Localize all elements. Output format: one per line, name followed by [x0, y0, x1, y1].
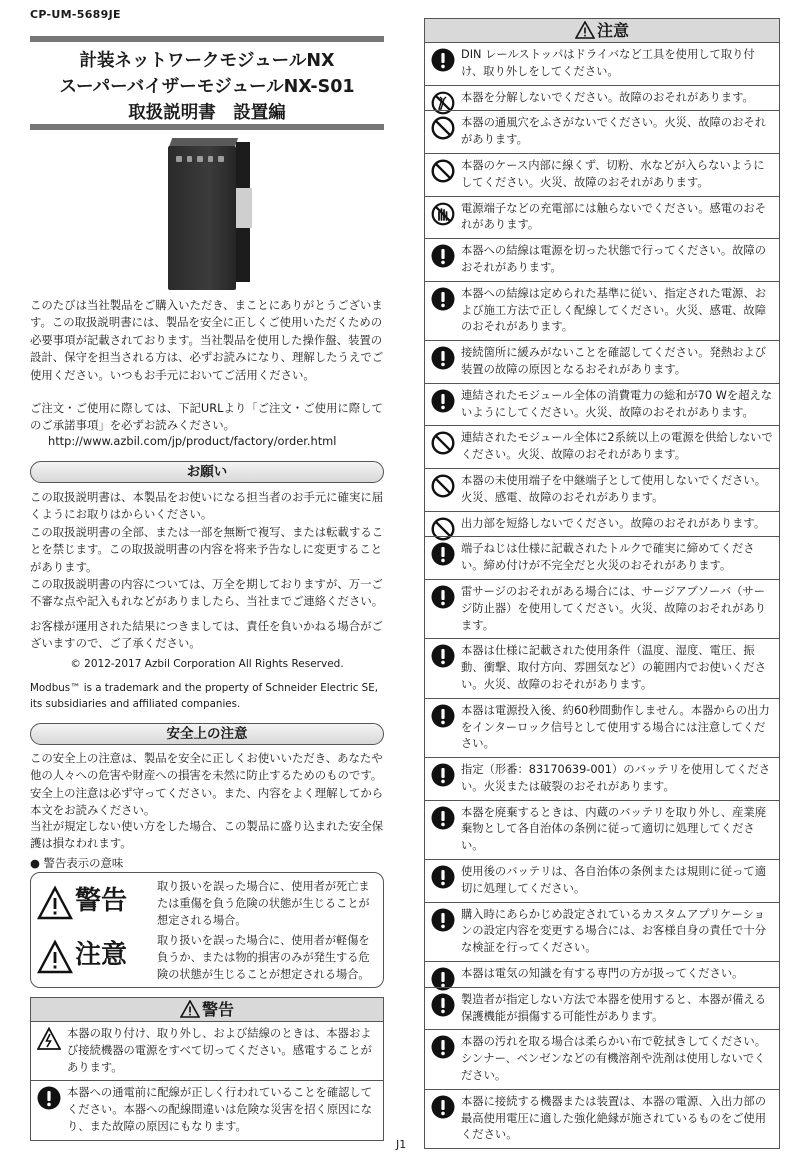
- intro-thanks: このたびは当社製品をご購入いただき、まことにありがとうございます。この取扱説明書には、製品を安全に正しくご使用いただくための必要事項が記載されております。当社製品を使用した操作盤、装置の設計、保守を担当される方は、必ずお読みになり、理解したうえでご使用ください。いつもお手元においてご活用ください。: [30, 298, 384, 382]
- safety-heading: 安全上の注意: [30, 723, 384, 745]
- signal-word-legend: [30, 872, 384, 988]
- request-para-2: この取扱説明書の全部、または一部を無断で複写、または転載することを禁じます。この取扱説明書の内容を将来予告なしに変更することがあります。: [30, 525, 384, 574]
- mandatory-icon: [431, 704, 455, 728]
- precaution-item: [425, 85, 779, 111]
- prohibited-icon: [431, 159, 455, 183]
- precaution-item: [425, 757, 779, 800]
- warning-triangle-icon: [180, 1000, 200, 1018]
- precaution-item: [425, 859, 779, 902]
- precaution-item: [31, 1021, 383, 1080]
- precaution-item: [425, 340, 779, 383]
- request-para-4: お客様が運用された結果につきましては、責任を負いかねる場合がございますので、ご了承ください。: [30, 619, 383, 651]
- warning-list: [30, 1021, 384, 1141]
- mandatory-icon: [431, 346, 455, 370]
- no-touch-icon: [431, 202, 455, 226]
- precaution-text: 本器のケース内部に線くず、切粉、水などが入らないようにしてください。火災、故障のおそれがあります。: [461, 158, 765, 189]
- mandatory-icon: [431, 585, 455, 609]
- precaution-text: 本器の汚れを取る場合は柔らかい布で乾拭きしてください。シンナー、ベンゼンなどの有機溶剤や洗剤は使用しないでください。: [461, 1035, 767, 1083]
- prohibited-icon: [431, 116, 455, 140]
- safety-para-2: 当社が規定しない使い方をした場合、この製品に盛り込まれた安全保護は損なわれます。: [30, 819, 384, 851]
- precaution-item: [425, 1029, 779, 1088]
- mandatory-icon: [431, 644, 455, 668]
- title-line-1: 計装ネットワークモジュールNX: [79, 51, 335, 71]
- prohibited-icon: [431, 431, 455, 455]
- safety-para-1: この安全上の注意は、製品を安全に正しくお使いいただき、あなたや他の人々への危害や財産への損害を未然に防止するためのものです。安全上の注意は必ず守ってください。また、内容をよく理解してから本文をお読みください。: [30, 751, 384, 818]
- precaution-text: 端子ねじは仕様に記載されたトルクで確実に締めてください。締め付けが不完全だと火災のおそれがあります。: [461, 542, 755, 573]
- mandatory-icon: [431, 287, 455, 311]
- precaution-item: [425, 638, 779, 697]
- mandatory-icon: [431, 763, 455, 787]
- precaution-item: [425, 961, 779, 987]
- precaution-item: [425, 238, 779, 281]
- precaution-text: 購入時にあらかじめ設定されているカスタムアプリケーションの設定内容を変更する場合には、お客様自身の責任で十分な検証を行ってください。: [461, 907, 767, 955]
- precaution-item: [425, 987, 779, 1030]
- precaution-item: [425, 536, 779, 579]
- precaution-text: 電源端子などの充電部には触らないでください。感電のおそれがあります。: [461, 201, 767, 232]
- precaution-text: 雷サージのおそれがある場合には、サージアブソーバ（サージ防止器）を使用してください。火災、故障のおそれがあります。: [461, 584, 767, 632]
- mandatory-icon: [37, 1086, 61, 1110]
- warning-description: 取り扱いを誤った場合に、使用者が死亡または重傷を負う危険の状態が生じることが想定される場合。: [157, 880, 370, 927]
- warning-section-heading: [30, 997, 384, 1022]
- caution-list: [424, 42, 780, 1149]
- mandatory-icon: [431, 244, 455, 268]
- mandatory-icon: [431, 1035, 455, 1059]
- precaution-text: 本器は電源投入後、約60秒間動作しません。本器からの出力をインターロック信号として使用する場合には注意してください。: [461, 703, 770, 751]
- caution-section-heading: [424, 18, 780, 43]
- warning-triangle-icon: [37, 885, 73, 921]
- caution-triangle-icon: [37, 939, 73, 975]
- order-url[interactable]: http://www.azbil.com/jp/product/factory/order.html: [48, 434, 337, 448]
- header-rule: [30, 36, 384, 42]
- request-para-3: この取扱説明書の内容については、万全を期しておりますが、万一ご不審な点や記入もれなどがありましたら、当社までご連絡ください。: [30, 577, 384, 609]
- precaution-text: 本器への結線は電源を切った状態で行ってください。故障のおそれがあります。: [461, 244, 767, 274]
- warning-word: 警告: [75, 886, 128, 916]
- precaution-item: [425, 902, 779, 961]
- precaution-text: 出力部を短絡しないでください。故障のおそれがあります。: [461, 516, 766, 530]
- mandatory-icon: [431, 993, 455, 1017]
- precaution-item: [425, 153, 779, 196]
- precaution-text: 連結されたモジュール全体の消費電力の総和が70 Wを超えないようにしてください。火災、故障のおそれがあります。: [461, 388, 773, 419]
- legend-warning: [37, 879, 377, 931]
- request-heading: お願い: [30, 461, 384, 483]
- precaution-item: [425, 698, 779, 757]
- precaution-item: [425, 196, 779, 239]
- precaution-text: 本器の取り付け、取り外し、および結線のときは、本器および接続機器の電源をすべて切ってください。感電することがあります。: [67, 1027, 372, 1074]
- title-line-3: 取扱説明書 設置編: [128, 103, 286, 123]
- precaution-item: [425, 800, 779, 859]
- copyright: © 2012-2017 Azbil Corporation All Rights Reserved.: [70, 658, 344, 670]
- caution-description: 取り扱いを誤った場合に、使用者が軽傷を負うか、または物的損害のみが発生する危険の状態が生じることが想定される場合。: [157, 934, 370, 981]
- trademark-notice: Modbus™ is a trademark and the property of Schneider Electric SE, its subsidiaries and affiliated companies.: [30, 682, 378, 710]
- precaution-item: [425, 579, 779, 638]
- document-title: [30, 48, 384, 126]
- product-din-clip: [236, 188, 252, 228]
- precaution-text: 指定（形番：83170639-001）のバッテリを使用してください。火災または破裂のおそれがあります。: [461, 763, 771, 793]
- mandatory-icon: [431, 908, 455, 932]
- precaution-item: [425, 425, 779, 468]
- precaution-text: 接続箇所に緩みがないことを確認してください。発熱および装置の故障の原因となるおそれがあります。: [461, 346, 767, 376]
- caution-section-title: 注意: [596, 21, 629, 40]
- precaution-item: [425, 383, 779, 426]
- electric-shock-icon: [37, 1027, 61, 1051]
- precaution-item: [425, 110, 779, 153]
- precaution-item: [425, 1089, 779, 1148]
- precaution-text: 本器に接続する機器または装置は、本器の電源、入出力部の最高使用電圧に適した強化絶縁が施されているものをご使用ください。: [461, 1094, 767, 1142]
- precaution-item: [31, 1080, 383, 1139]
- title-line-2: スーパーバイザーモジュールNX-S01: [59, 77, 355, 97]
- precaution-text: 本器の通風穴をふさがないでください。火災、故障のおそれがあります。: [461, 116, 767, 147]
- precaution-text: 本器を廃棄するときは、内蔵のバッテリを取り外し、産業廃棄物として各自治体の条例に従って適切に処理してください。: [461, 805, 767, 853]
- product-image: [162, 138, 254, 290]
- product-body: [168, 146, 236, 290]
- caution-triangle-icon: [575, 21, 595, 39]
- mandatory-icon: [431, 389, 455, 413]
- precaution-text: 本器への結線は定められた基準に従い、指定された電源、および施工方法で正しく配線してください。火災、感電、故障のおそれがあります。: [461, 286, 767, 334]
- legend-caution: [37, 933, 377, 985]
- caution-word: 注意: [75, 940, 128, 970]
- request-para-1: この取扱説明書は、本製品をお使いになる担当者のお手元に確実に届くようにお取りはからいください。: [30, 490, 384, 522]
- product-leds: [176, 156, 224, 164]
- intro-order: ご注文・ご使用に際しては、下記URLより「ご注文・ご使用に際してのご承諾事項」を必ずお読みください。: [30, 401, 383, 433]
- warning-section-title: 警告: [201, 1000, 234, 1019]
- precaution-item: [425, 42, 779, 85]
- precaution-text: 本器の未使用端子を中継端子として使用しないでください。火災、感電、故障のおそれがあります。: [461, 473, 767, 504]
- precaution-text: 使用後のバッテリは、各自治体の条例または規則に従って適切に処理してください。: [461, 865, 767, 895]
- precaution-text: 本器は電気の知識を有する専門の方が扱ってください。: [461, 967, 744, 981]
- mandatory-icon: [431, 806, 455, 830]
- precaution-text: DIN レールストッパはドライバなど工具を使用して取り付け、取り外しをしてください。: [461, 48, 755, 78]
- precaution-item: [425, 468, 779, 511]
- precaution-item: [425, 511, 779, 537]
- title-rule: [30, 124, 384, 130]
- precaution-text: 本器への通電前に配線が正しく行われていることを確認してください。本器への配線間違いは危険な災害を招く原因になり、また故障の原因にもなります。: [67, 1086, 373, 1133]
- precaution-text: 本器を分解しないでください。故障のおそれがあります。: [461, 90, 754, 104]
- prohibited-icon: [431, 474, 455, 498]
- precaution-text: 本器は仕様に記載された使用条件（温度、湿度、電圧、振動、衝撃、取付方向、雰囲気など）の範囲内でお使いください。火災、故障のおそれがあります。: [461, 644, 767, 691]
- precaution-item: [425, 281, 779, 340]
- mandatory-icon: [431, 542, 455, 566]
- page-number: J1: [396, 1138, 407, 1151]
- precaution-text: 連結されたモジュール全体に2系統以上の電源を供給しないでください。火災、故障のおそれがあります。: [461, 431, 773, 462]
- precaution-text: 製造者が指定しない方法で本器を使用すると、本器が備える保護機能が損傷する可能性があります。: [461, 992, 767, 1023]
- mandatory-icon: [431, 1095, 455, 1119]
- mandatory-icon: [431, 48, 455, 72]
- mandatory-icon: [431, 865, 455, 889]
- document-code: CP-UM-5689JE: [30, 8, 121, 21]
- legend-title: ● 警告表示の意味: [30, 856, 124, 870]
